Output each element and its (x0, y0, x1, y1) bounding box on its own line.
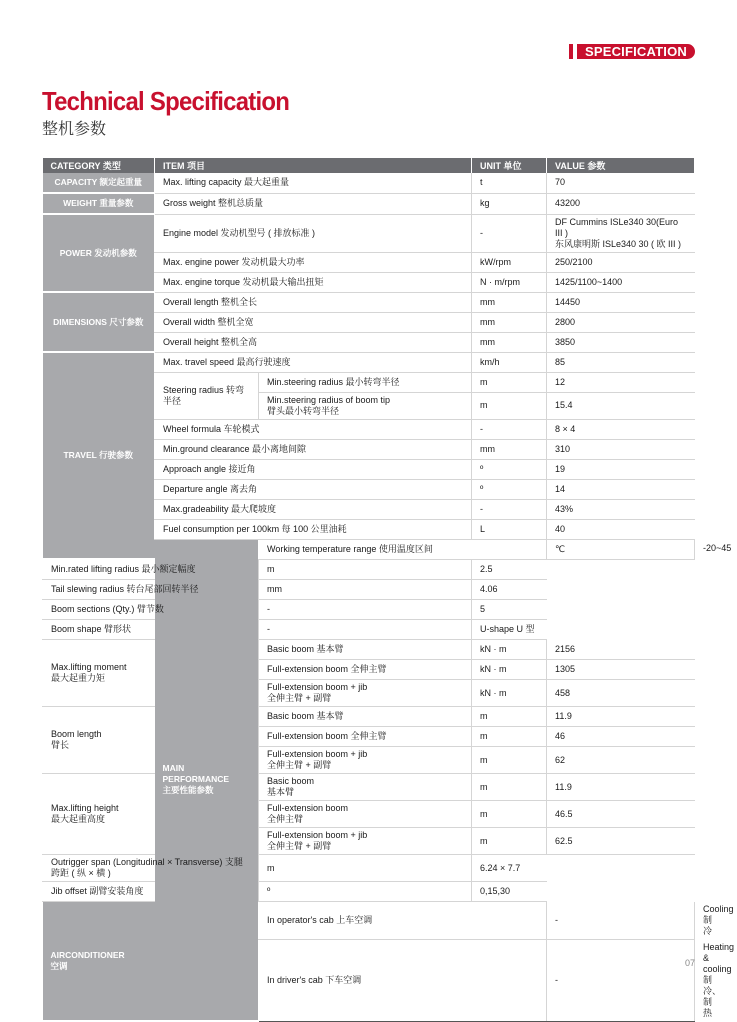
unit-cell: - (547, 939, 695, 1021)
item-cell: Gross weight 整机总质量 (155, 193, 472, 214)
sub-item-cell: Basic boom 基本臂 (259, 640, 472, 660)
item-cell: Max.gradeability 最大爬坡度 (155, 499, 472, 519)
page-subtitle: 整机参数 (42, 121, 107, 138)
unit-cell: º (472, 479, 547, 499)
group-cell (43, 707, 155, 774)
group-line-2: 最大起重高度 (51, 814, 106, 824)
item-cell: Approach angle 接近角 (155, 459, 472, 479)
value-cell: 43200 (547, 193, 695, 214)
unit-cell: mm (472, 439, 547, 459)
unit-cell: m (472, 747, 547, 774)
unit-cell: m (472, 707, 547, 727)
table-row (43, 640, 695, 660)
sub-line-2: 全伸主臂 + 副臂 (267, 760, 332, 770)
value-cell: 4.06 (472, 580, 547, 600)
category-capacity: CAPACITY 额定起重量 (43, 173, 155, 193)
item-cell: In operator's cab 上车空调 (259, 902, 547, 940)
unit-cell: mm (472, 292, 547, 312)
table-row (43, 214, 695, 252)
value-cell: 62.5 (547, 828, 695, 855)
category-line-2: 空调 (50, 961, 68, 971)
group-line-2: 臂长 (51, 740, 70, 750)
sub-line-2: 基本臂 (267, 787, 295, 797)
sub-item-cell: Full-extension boom 全伸主臂 (259, 727, 472, 747)
category-airconditioner (43, 902, 155, 1022)
unit-cell: m (259, 855, 472, 882)
value-cell: 11.9 (547, 707, 695, 727)
item-cell: Max. travel speed 最高行驶速度 (155, 352, 472, 372)
sub-line-1: Full-extension boom (267, 803, 349, 813)
value-cell: U-shape U 型 (472, 620, 547, 640)
value-cell: 62 (547, 747, 695, 774)
table-row: MAIN PERFORMANCE 主要性能参数 Working temperature range 使用温度区间 ℃ -20~45 (43, 539, 695, 559)
value-cell: 85 (547, 352, 695, 372)
table-row: AIRCONDITIONER 空调 In operator's cab 上车空调 - Cooling 制冷 (43, 902, 695, 940)
group-line-1: Max.lifting height (51, 803, 119, 813)
value-line-2: 东风康明斯 ISLe340 30 ( 欧 III ) (555, 238, 682, 249)
unit-cell: m (472, 774, 547, 801)
table-row (43, 559, 695, 580)
page-title: Technical Specification (42, 86, 290, 116)
table-row (43, 707, 695, 727)
unit-cell: kN · m (472, 640, 547, 660)
value-cell: 6.24 × 7.7 (472, 855, 547, 882)
table-row (43, 882, 695, 902)
section-badge (569, 44, 695, 59)
category-dimensions: DIMENSIONS 尺寸参数 (43, 292, 155, 352)
unit-cell: - (547, 902, 695, 940)
badge-label: SPECIFICATION (577, 44, 695, 59)
unit-cell: m (472, 727, 547, 747)
sub-item-cell (259, 680, 472, 707)
item-cell: Engine model 发动机型号 ( 排放标准 ) (155, 214, 472, 252)
unit-cell: N · m/rpm (472, 272, 547, 292)
table-row (43, 774, 695, 801)
sub-line-1: Full-extension boom + jib (267, 682, 368, 692)
table-row (43, 173, 695, 193)
page-number: 07 (684, 958, 695, 968)
item-cell: Overall height 整机全高 (155, 332, 472, 352)
header-item: ITEM 项目 (155, 158, 472, 173)
value-cell: 40 (547, 519, 695, 539)
unit-cell: mm (472, 332, 547, 352)
value-cell: 0,15,30 (472, 882, 547, 902)
group-cell (43, 640, 155, 707)
unit-cell: m (259, 559, 472, 580)
sub-item-cell (259, 392, 472, 419)
table-row (43, 620, 695, 640)
value-cell: 12 (547, 372, 695, 392)
sub-line-1: Basic boom (267, 776, 315, 786)
item-cell: Max. engine torque 发动机最大输出扭矩 (155, 272, 472, 292)
category-power: POWER 发动机参数 (43, 214, 155, 292)
sub-item-cell (259, 774, 472, 801)
value-cell: 2.5 (472, 559, 547, 580)
value-cell: 458 (547, 680, 695, 707)
unit-cell: m (472, 801, 547, 828)
unit-cell: t (472, 173, 547, 193)
unit-cell: m (472, 828, 547, 855)
sub-item-cell (259, 801, 472, 828)
unit-cell: mm (259, 580, 472, 600)
group-line-2: 最大起重力矩 (51, 673, 106, 683)
table-row (43, 580, 695, 600)
category-line-2: PERFORMANCE (162, 774, 230, 785)
value-cell: 1305 (547, 660, 695, 680)
group-cell: Steering radius 转弯半径 (155, 372, 259, 419)
value-cell: 5 (472, 600, 547, 620)
sub-line-2: 全伸主臂 + 副臂 (267, 841, 332, 851)
value-cell: 3850 (547, 332, 695, 352)
table-row (43, 292, 695, 312)
value-cell: 14450 (547, 292, 695, 312)
badge-bar (569, 44, 573, 59)
item-cell: Fuel consumption per 100km 每 100 公里油耗 (155, 519, 472, 539)
sub-item-cell (259, 828, 472, 855)
item-cell: Departure angle 离去角 (155, 479, 472, 499)
sub-item-cell: Basic boom 基本臂 (259, 707, 472, 727)
item-cell: Boom sections (Qty.) 臂节数 (43, 600, 259, 620)
group-cell (43, 774, 155, 855)
table-row (43, 193, 695, 214)
item-cell: Outrigger span (Longitudinal × Transverse) 支腿跨距 ( 纵 × 横 ) (43, 855, 259, 882)
group-line-1: Max.lifting moment (51, 662, 127, 672)
unit-cell: m (472, 392, 547, 419)
value-cell: 46 (547, 727, 695, 747)
value-cell: 14 (547, 479, 695, 499)
item-cell: In driver's cab 下车空调 (259, 939, 547, 1021)
unit-cell: - (472, 419, 547, 439)
sub-line-2: 臂头最小转弯半径 (267, 405, 340, 416)
table-row (43, 855, 695, 882)
unit-cell: kN · m (472, 660, 547, 680)
item-cell: Jib offset 副臂安装角度 (43, 882, 259, 902)
sub-line-2: 全伸主臂 + 副臂 (267, 693, 332, 703)
category-travel: TRAVEL 行驶参数 (43, 352, 155, 559)
spec-table (42, 158, 735, 1022)
item-cell: Tail slewing radius 转台尾部回转半径 (43, 580, 259, 600)
sub-line-1: Full-extension boom + jib (267, 830, 368, 840)
value-cell: 250/2100 (547, 252, 695, 272)
sub-item-cell (259, 747, 472, 774)
value-cell: 46.5 (547, 801, 695, 828)
unit-cell: kW/rpm (472, 252, 547, 272)
value-cell: 11.9 (547, 774, 695, 801)
table-row: In driver's cab 下车空调 - Heating & cooling 制冷、制热 (43, 939, 695, 1021)
item-cell: Overall width 整机全宽 (155, 312, 472, 332)
item-cell: Wheel formula 车轮模式 (155, 419, 472, 439)
table-row (43, 352, 695, 372)
group-line-1: Boom length (51, 729, 102, 739)
value-cell: 8 × 4 (547, 419, 695, 439)
value-cell: 1425/1100~1400 (547, 272, 695, 292)
category-weight: WEIGHT 重量参数 (43, 193, 155, 214)
item-cell: Boom shape 臂形状 (43, 620, 259, 640)
unit-cell: L (472, 519, 547, 539)
item-cell: Overall length 整机全长 (155, 292, 472, 312)
unit-cell: º (259, 882, 472, 902)
sub-line-1: Min.steering radius of boom tip (267, 394, 391, 405)
item-cell: Max. lifting capacity 最大起重量 (155, 173, 472, 193)
header-category: CATEGORY 类型 (43, 158, 155, 173)
item-cell: Working temperature range 使用温度区间 (259, 539, 547, 559)
value-line-1: DF Cummins ISLe340 30(Euro III ) (555, 216, 679, 238)
unit-cell: - (259, 600, 472, 620)
sub-item-cell: Min.steering radius 最小转弯半径 (259, 372, 472, 392)
item-cell: Max. engine power 发动机最大功率 (155, 252, 472, 272)
category-line-3: 主要性能参数 (162, 785, 214, 796)
table-header-row (43, 158, 695, 173)
header-value: VALUE 参数 (547, 158, 695, 173)
unit-cell: - (472, 499, 547, 519)
sub-line-2: 全伸主臂 (267, 814, 304, 824)
sub-item-cell: Full-extension boom 全伸主臂 (259, 660, 472, 680)
value-cell: 70 (547, 173, 695, 193)
value-cell (547, 214, 695, 252)
unit-cell: º (472, 459, 547, 479)
value-cell: 15.4 (547, 392, 695, 419)
category-line-1: AIRCONDITIONER (50, 950, 125, 960)
value-cell: 19 (547, 459, 695, 479)
unit-cell: km/h (472, 352, 547, 372)
sub-line-1: Full-extension boom + jib (267, 749, 368, 759)
unit-cell: mm (472, 312, 547, 332)
item-cell: Min.rated lifting radius 最小额定幅度 (43, 559, 259, 580)
unit-cell: kg (472, 193, 547, 214)
unit-cell: m (472, 372, 547, 392)
table-row (43, 600, 695, 620)
category-line-1: MAIN (162, 763, 185, 774)
value-cell: 2800 (547, 312, 695, 332)
value-cell: 310 (547, 439, 695, 459)
unit-cell: kN · m (472, 680, 547, 707)
header-unit: UNIT 单位 (472, 158, 547, 173)
unit-cell: - (259, 620, 472, 640)
unit-cell: ℃ (547, 539, 695, 559)
unit-cell: - (472, 214, 547, 252)
value-cell: 2156 (547, 640, 695, 660)
item-cell: Min.ground clearance 最小离地间隙 (155, 439, 472, 459)
value-cell: 43% (547, 499, 695, 519)
